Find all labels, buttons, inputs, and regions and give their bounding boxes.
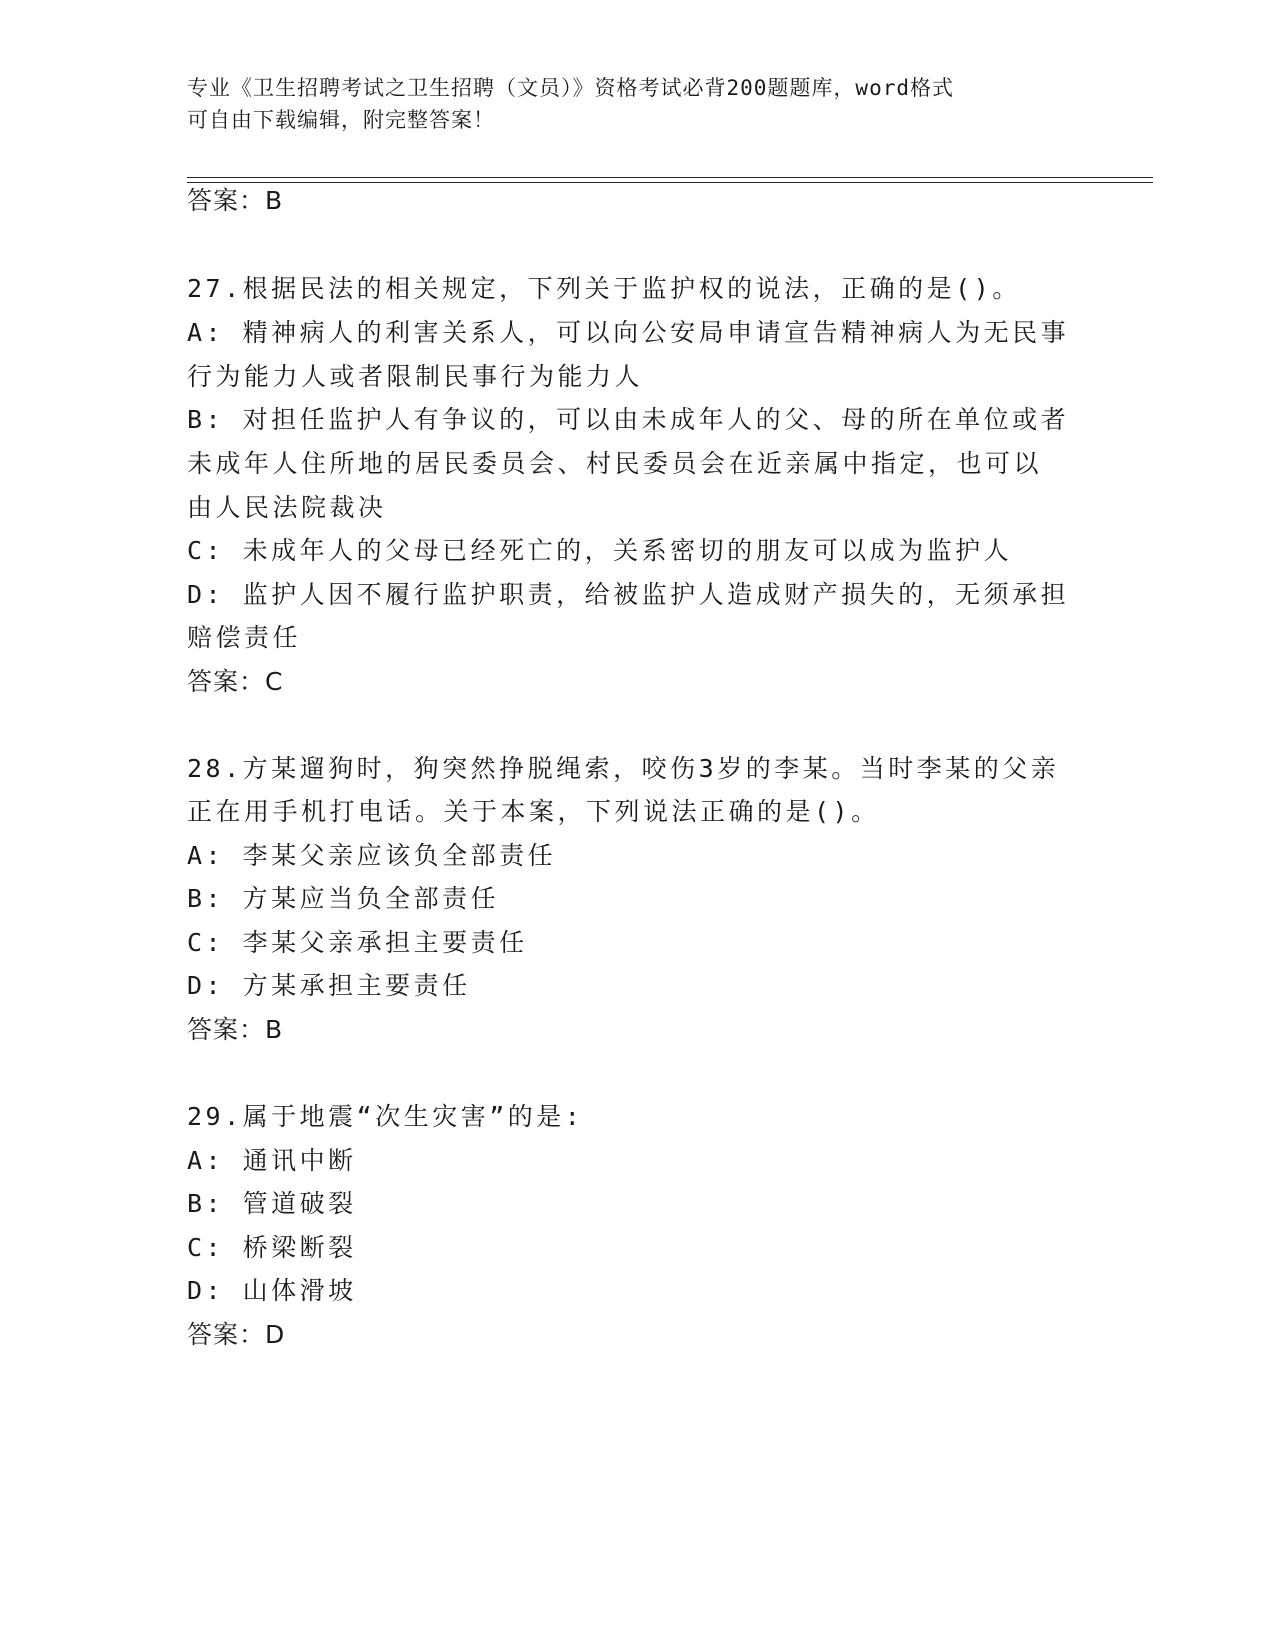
question-28-option-d: D: 方某承担主要责任 [187, 971, 471, 1000]
question-29-option-d: D: 山体滑坡 [187, 1276, 357, 1305]
question-29-option-c: C: 桥梁断裂 [187, 1233, 357, 1262]
question-27-option-d: D: 监护人因不履行监护职责，给被监护人造成财产损失的，无须承担 [187, 580, 1070, 609]
document-header [187, 72, 1067, 136]
question-27-option-c: C: 未成年人的父母已经死亡的，关系密切的朋友可以成为监护人 [187, 536, 1013, 565]
question-27-option-d-cont: 赔偿责任 [187, 623, 302, 652]
header-line-2: 可自由下载编辑，附完整答案！ [187, 108, 495, 132]
prev-answer: 答案：B [187, 186, 284, 215]
question-27-stem: 27.根据民法的相关规定，下列关于监护权的说法，正确的是()。 [187, 274, 1021, 303]
question-29-answer: 答案：D [187, 1320, 286, 1349]
question-27-option-b: B: 对担任监护人有争议的，可以由未成年人的父、母的所在单位或者 [187, 405, 1070, 434]
question-28-stem-cont: 正在用手机打电话。关于本案，下列说法正确的是()。 [187, 797, 880, 826]
header-line-1: 专业《卫生招聘考试之卫生招聘（文员）》资格考试必背200题题库，word格式 [187, 76, 954, 100]
question-28-option-b: B: 方某应当负全部责任 [187, 884, 500, 913]
question-28-option-a: A: 李某父亲应该负全部责任 [187, 841, 557, 870]
question-27-option-a: A: 精神病人的利害关系人，可以向公安局申请宣告精神病人为无民事 [187, 318, 1070, 347]
question-29-stem: 29.属于地震“次生灾害”的是: [187, 1102, 584, 1131]
question-27-option-a-cont: 行为能力人或者限制民事行为能力人 [187, 362, 644, 391]
question-29-option-a: A: 通讯中断 [187, 1146, 357, 1175]
question-27-answer: 答案：C [187, 667, 284, 696]
header-divider-bottom [187, 182, 1153, 183]
question-27-option-b-cont: 未成年人住所地的居民委员会、村民委员会在近亲属中指定，也可以 [187, 449, 1043, 478]
question-29-option-b: B: 管道破裂 [187, 1189, 357, 1218]
header-divider-top [187, 177, 1153, 178]
question-28-answer: 答案：B [187, 1015, 284, 1044]
question-27-option-b-cont2: 由人民法院裁决 [187, 493, 387, 522]
question-28-stem: 28.方某遛狗时，狗突然挣脱绳索，咬伤3岁的李某。当时李某的父亲 [187, 754, 1060, 783]
question-28-option-c: C: 李某父亲承担主要责任 [187, 928, 528, 957]
